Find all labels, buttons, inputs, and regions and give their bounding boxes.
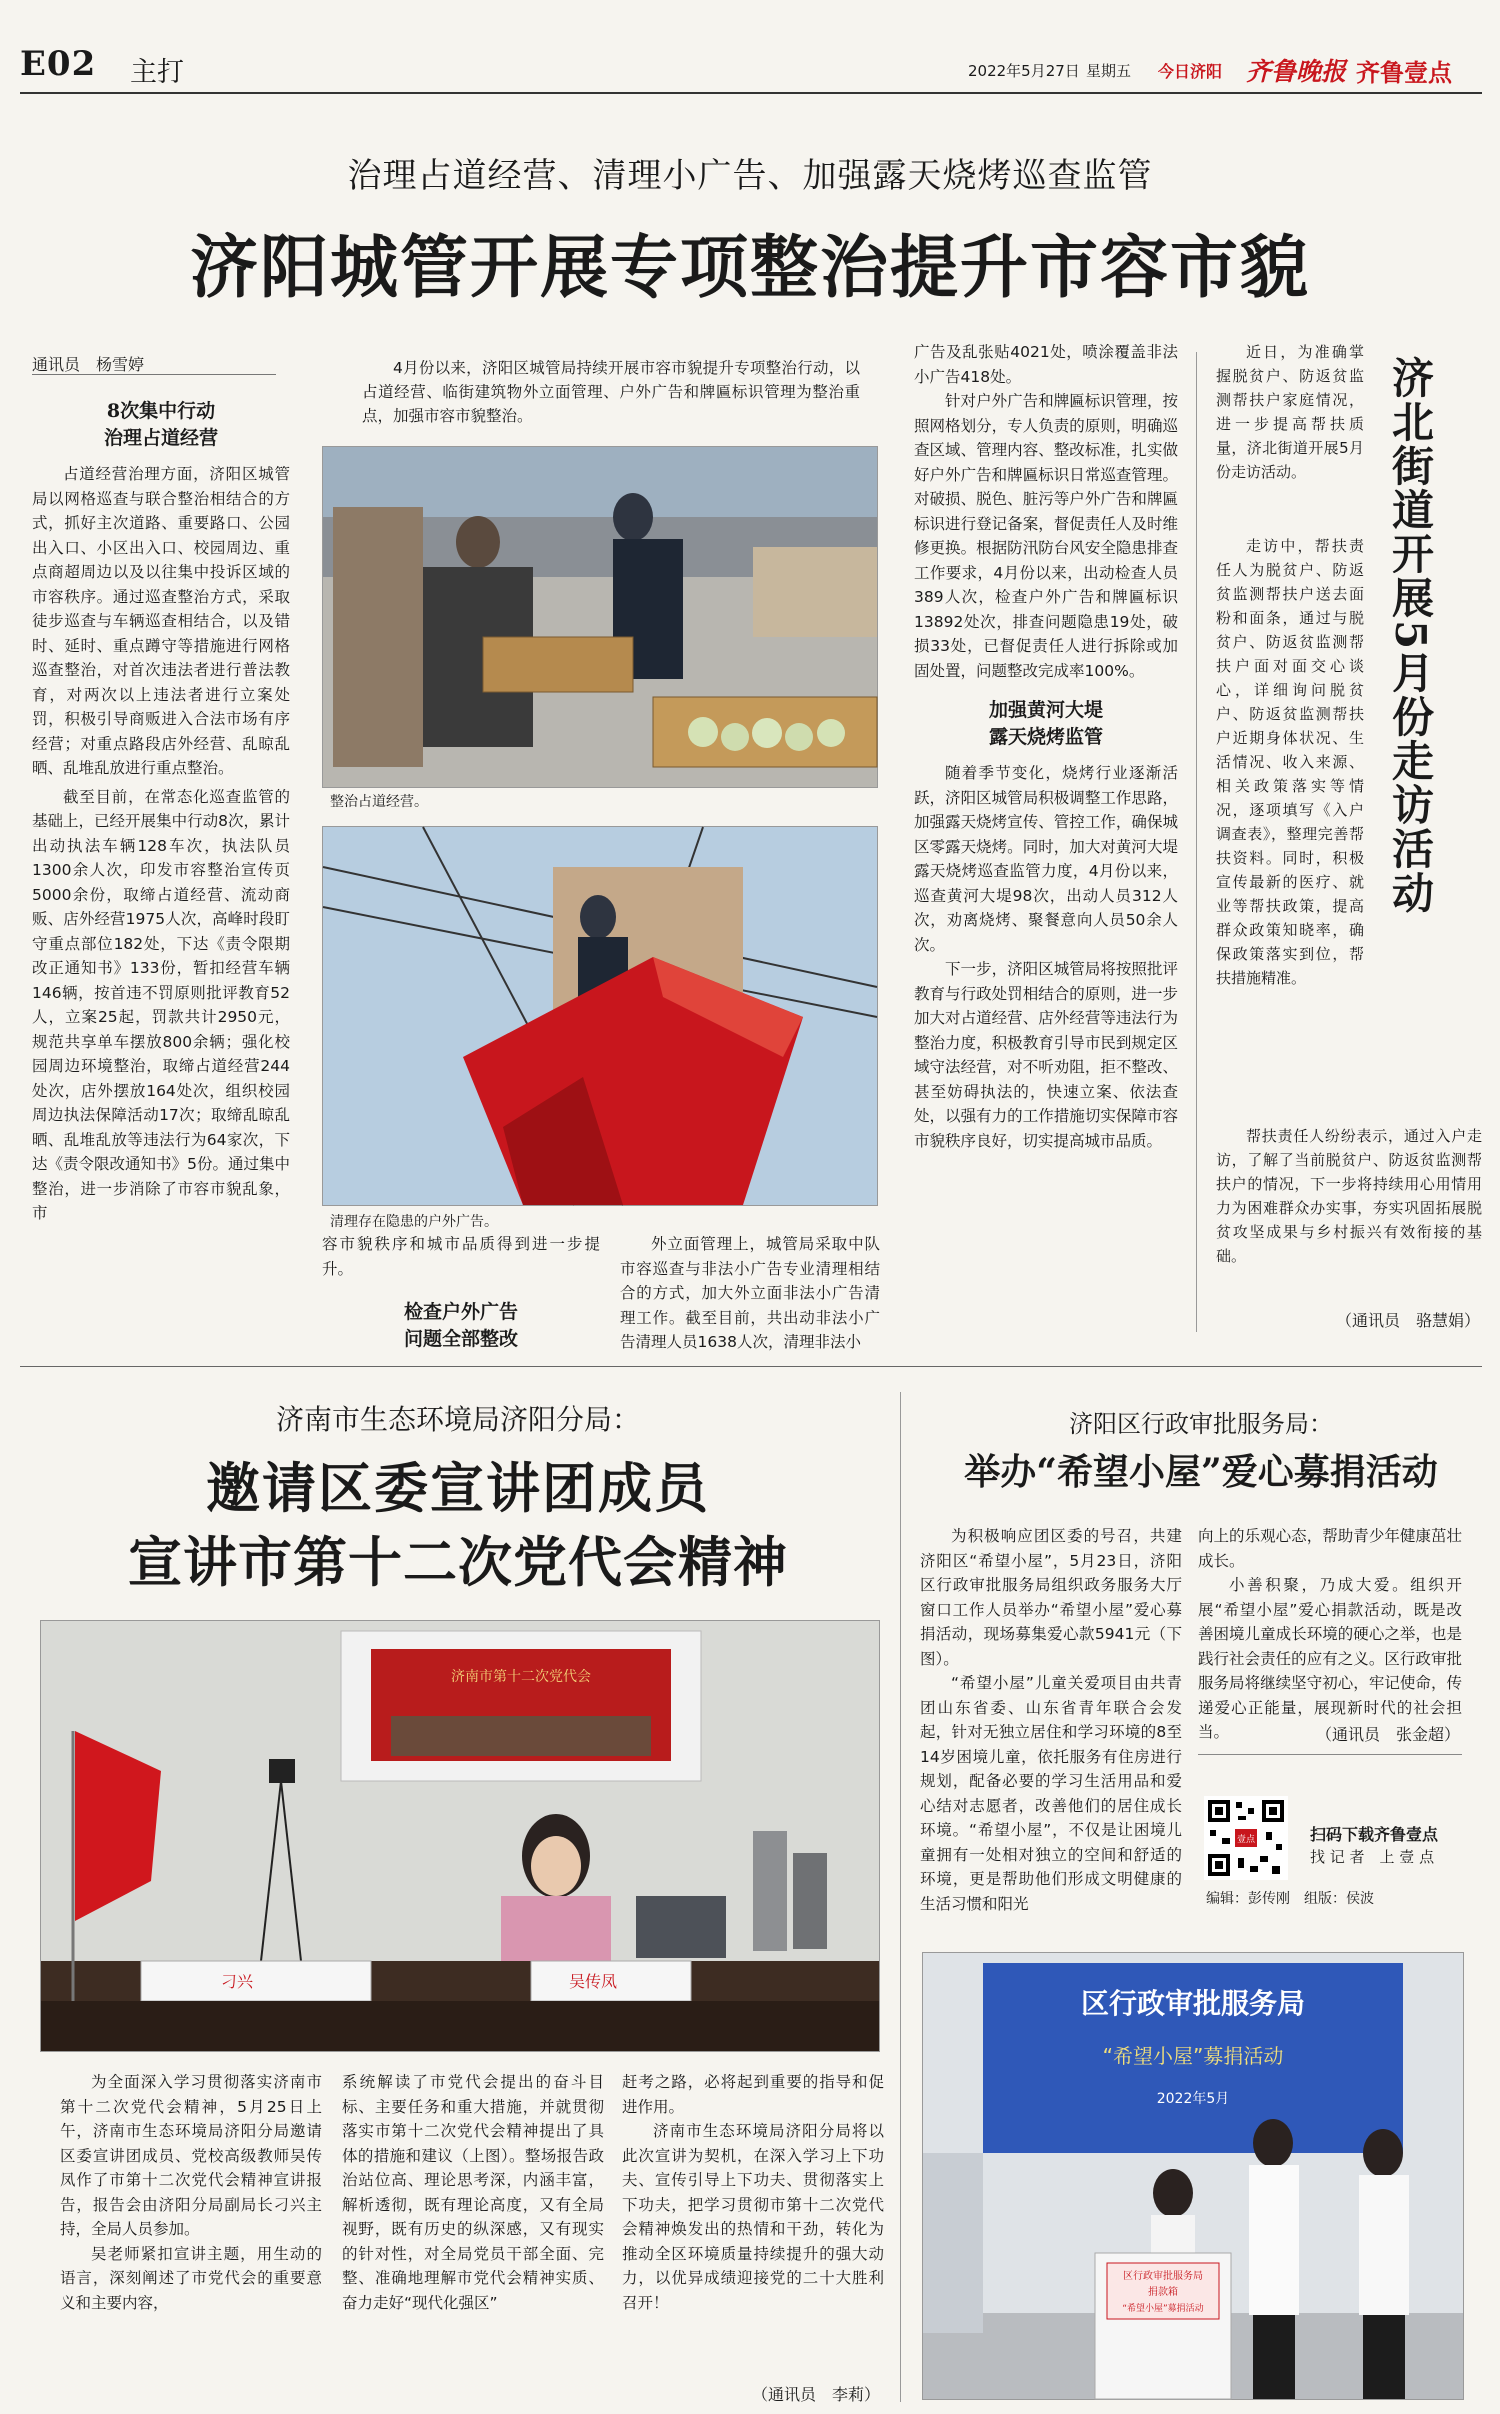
paragraph: 广告及乱张贴4021处，喷涂覆盖非法小广告418处。 <box>914 343 1178 386</box>
subhead-3-line1: 加强黄河大堤 <box>988 699 1103 721</box>
story1-lead: 4月份以来，济阳区城管局持续开展市容市貌提升专项整治行动，以占道经营、临街建筑物外立面管理、户外广告和牌匾标识管理为整治重点，加强市容市貌整治。 <box>362 359 860 425</box>
story1-column-4 <box>914 340 1178 1330</box>
paragraph: 吴老师紧扣宣讲主题，用生动的语言，深刻阐述了市党代会的重要意义和主要内容， <box>60 2244 322 2312</box>
story2-body-main <box>1216 534 1364 1124</box>
paragraph: 帮扶责任人纷纷表示，通过入户走访，了解了当前脱贫户、防返贫监测帮扶户的情况，下一步将持续用心用情用力为困难群众办实事，夯实巩固拓展脱贫攻坚成果与乡村振兴有效衔接的基础。 <box>1216 1127 1482 1265</box>
photo-street-vendor-image <box>323 447 877 787</box>
story2-credit: （通讯员 骆慧娟） <box>1335 1311 1480 1330</box>
qr-center-logo: 壹点 <box>1236 1835 1256 1845</box>
page-code: E02 <box>20 44 97 84</box>
photo-donation-event <box>922 1952 1464 2400</box>
story3-headline-line1: 邀请区委宣讲团成员 <box>206 1456 710 1520</box>
story3-kicker: 济南市生态环境局济阳分局： <box>275 1403 640 1436</box>
edition-name: 今日济阳 <box>1158 62 1223 81</box>
subhead-3 <box>914 697 1178 751</box>
qr-code-image <box>1204 1796 1288 1880</box>
issue-date: 2022年5月27日 <box>968 62 1080 80</box>
paragraph: 容市貌秩序和城市品质得到进一步提升。 <box>322 1235 600 1278</box>
banner-date: 2022年5月 <box>1156 2091 1230 2107</box>
story2-body-top <box>1216 340 1364 514</box>
subhead-3-line2: 露天烧烤监管 <box>988 726 1103 748</box>
photo-billboard-image <box>323 827 877 1205</box>
paragraph: 截至目前，在常态化巡查监管的基础上，已经开展集中行动8次，累计出动执法车辆128车次，执法队员1300余人次，印发市容整治宣传页5000余份，取缔占道经营、流动商贩、店外经营1975人次，高峰时段盯守重点部位182处，下达《责令限期改正通知书》133份，暂扣经营车辆146辆，按首违不罚原则批评教育52人，立案25起，罚款共计2950元，规范共享单车摆放800余辆；强化校园周边环境整治，取缔占道经营244处次，店外摆放164处次，组织校园周边执法保障活动17次；取缔乱晾乱晒、乱堆乱放等违法行为64家次，下达《责令限改通知书》5份。通过集中整治，进一步消除了市容市貌乱象，市 <box>32 787 290 1222</box>
story2-body-bottom <box>1216 1124 1482 1304</box>
story4-divider <box>900 1392 901 2402</box>
story2-headline: 济北街道开展5月份走访活动 <box>1386 356 1435 916</box>
banner-subtitle: “希望小屋”募捐活动 <box>1102 2044 1284 2068</box>
paragraph: 走访中，帮扶责任人为脱贫户、防返贫监测帮扶户送去面粉和面条，通过与脱贫户、防返贫监测帮扶户面对面交心谈心，详细询问脱贫户、防返贫监测帮扶户近期身体状况、生活情况、收入来源、相关政策落实等情况，逐项填写《入户调查表》，整理完善帮扶资料。同时，积极宣传最新的医疗、就业等帮扶政策，提高群众政策知晓率，确保政策落实到位，帮扶措施精准。 <box>1216 537 1364 987</box>
weekday: 星期五 <box>1086 62 1132 80</box>
paragraph: 为积极响应团区委的号召，共建济阳区“希望小屋”，5月23日，济阳区行政审批服务局组织政务服务大厅窗口工作人员举办“希望小屋”爱心募捐活动，现场募集爱心款5941元（下图）。 <box>920 1527 1182 1668</box>
paragraph: 下一步，济阳区城管局将按照批评教育与行政处罚相结合的原则，进一步加大对占道经营、店外经营等违法行为整治力度，积极教育引导市民到规定区域守法经营，对不听劝阻，拒不整改、甚至妨碍执法的，快速立案、依法查处，以强有力的工作措施切实保障市容市貌秩序良好，切实提高城市品质。 <box>914 960 1178 1150</box>
paragraph: 向上的乐观心态，帮助青少年健康茁壮成长。 <box>1198 1527 1462 1570</box>
photo-lecture <box>40 1620 880 2052</box>
brand-logo-qilu-yidian: 齐鲁壹点 <box>1356 59 1452 87</box>
paragraph: 随着季节变化，烧烤行业逐渐活跃，济阳区城管局积极调整工作思路，加强露天烧烤宣传、管控工作，确保城区零露天烧烤。同时，加大对黄河大堤露天烧烤巡查监管力度，4月份以来，巡查黄河大堤98次，出动人员312人次，劝离烧烤、聚餐意向人员50余人次。 <box>914 764 1178 954</box>
story3-column-3 <box>622 2070 884 2380</box>
story4-kicker: 济阳区行政审批服务局： <box>1069 1410 1333 1438</box>
paragraph: 为全面深入学习贯彻落实济南市第十二次党代会精神，5月25日上午，济南市生态环境局济阳分局邀请区委宣讲团成员、党校高级教师吴传凤作了市第十二次党代会精神宣讲报告，报告会由济阳分局副局长刁兴主持，全局人员参加。 <box>60 2073 322 2238</box>
section-separator <box>20 1366 1482 1367</box>
story3-column-1 <box>60 2070 322 2400</box>
photo1-caption: 整治占道经营。 <box>330 794 428 810</box>
paragraph: 针对户外广告和牌匾标识管理，按照网格划分，专人负责的原则，明确巡查区域、管理内容、整改标准，扎实做好户外广告和牌匾标识日常巡查管理。对破损、脱色、脏污等户外广告和牌匾标识进行登记备案，督促责任人及时维修更换。根据防汛防台风安全隐患排查工作要求，4月份以来，出动检查人员389人次，检查户外广告和牌匾标识13892处次，排查问题隐患19处，破损33处，已督促责任人进行拆除或加固处置，问题整改完成率100%。 <box>914 392 1178 680</box>
story3-headline-line2: 宣讲市第十二次党代会精神 <box>128 1530 788 1594</box>
qr-sub-label: 找 记 者 上 壹 点 <box>1310 1848 1435 1866</box>
story3-column-2 <box>342 2070 604 2400</box>
story1-kicker: 治理占道经营、清理小广告、加强露天烧烤巡查监管 <box>347 156 1153 196</box>
donation-box-label-2: 捐款箱 <box>1148 2287 1178 2298</box>
paragraph: “希望小屋”儿童关爱项目由共青团山东省委、山东省青年联合会发起，针对无独立居住和学习环境的8至14岁困境儿童，依托服务有住房进行规划，配备必要的学习生活用品和爱心结对志愿者，改善他们的居住成长环境。“希望小屋”，不仅是让困境儿童拥有一处相对独立的空间和舒适的环境，更是帮助他们形成文明健康的生活习惯和阳光 <box>920 1674 1182 1913</box>
screen-text: 济南市第十二次党代会 <box>451 1669 591 1685</box>
subhead-1-line1: 8次集中行动 <box>106 400 216 422</box>
subhead-1-line2: 治理占道经营 <box>103 427 218 449</box>
paragraph: 占道经营治理方面，济阳区城管局以网格巡查与联合整治相结合的方式，抓好主次道路、重要路口、公园出入口、小区出入口、校园周边、重点商超周边以及以往集中投诉区域的市容秩序。通过巡查整治方式，采取徒步巡查与车辆巡查相结合，以及错时、延时、重点蹲守等措施进行网格巡查整治，对首次违法者进行普法教育，对两次以上违法者进行立案处罚，积极引导商贩进入合法市场有序经营；对重点路段店外经营、乱晾乱晒、乱堆乱放进行重点整治。 <box>32 465 290 777</box>
story1-headline: 济阳城管开展专项整治提升市容市貌 <box>189 228 1310 308</box>
story1-column-1 <box>32 384 290 1324</box>
donation-box-label-3: “希望小屋”募捐活动 <box>1122 2304 1204 2314</box>
page-header <box>0 0 1500 95</box>
donation-box-label-1: 区行政审批服务局 <box>1123 2271 1203 2282</box>
photo2-caption: 清理存在隐患的户外广告。 <box>330 1214 498 1230</box>
editor-credits: 编辑：彭传刚 组版：侯波 <box>1206 1891 1374 1907</box>
paragraph: 济南市生态环境局济阳分局将以此次宣讲为契机，在深入学习上下功夫、宣传引导上下功夫、贯彻落实上下功夫，把学习贯彻市第十二次党代会精神焕发出的热情和干劲，转化为推动全区环境质量持续提升的强大动力，以优异成绩迎接党的二十大胜利召开！ <box>622 2122 884 2312</box>
paragraph: 近日，为准确掌握脱贫户、防返贫监测帮扶户家庭情况，进一步提高帮扶质量，济北街道开展5月份走访活动。 <box>1216 343 1364 481</box>
subhead-2 <box>322 1299 600 1353</box>
section-name: 主打 <box>130 57 184 88</box>
qr-label: 扫码下载齐鲁壹点 <box>1310 1825 1439 1844</box>
paragraph: 系统解读了市党代会提出的奋斗目标、主要任务和重大措施，并就贯彻落实市第十二次党代会精神提出了具体的措施和建议（上图）。整场报告政治站位高、理论思考深，内涵丰富，解析透彻，既有理论高度，又有全局视野，既有历史的纵深感，又有现实的针对性，对全局党员干部全面、完整、准确地理解市党代会精神实质、奋力走好“现代化强区” <box>342 2073 604 2312</box>
story4-column-1 <box>920 1524 1182 1924</box>
photo-billboard-removal <box>322 826 878 1206</box>
qr-code[interactable] <box>1204 1796 1288 1880</box>
nameplate-left: 刁兴 <box>221 1972 254 1991</box>
story1-column-3 <box>620 1232 880 1351</box>
paragraph: 小善积聚，乃成大爱。组织开展“希望小屋”爱心捐款活动，既是改善困境儿童成长环境的硬心之举，也是践行社会责任的应有之义。区行政审批服务局将继续坚守初心，牢记使命，传递爱心正能量，展现新时代的社会担当。 <box>1198 1576 1462 1741</box>
subhead-2-line2: 问题全部整改 <box>403 1328 518 1350</box>
story1-column-2 <box>322 1232 600 1350</box>
story2-divider <box>1196 352 1197 1332</box>
photo-lecture-image <box>41 1621 879 2051</box>
header-rule <box>20 92 1482 94</box>
story4-credit: （通讯员 张金超） <box>1315 1725 1460 1744</box>
story4-headline: 举办“希望小屋”爱心募捐活动 <box>964 1451 1438 1493</box>
nameplate-right: 吴传凤 <box>569 1972 618 1991</box>
byline-underline <box>32 374 276 375</box>
photo-donation-image <box>923 1953 1463 2399</box>
credit-rule <box>1198 1754 1462 1755</box>
banner-title: 区行政审批服务局 <box>1080 1987 1306 2020</box>
subhead-2-line1: 检查户外广告 <box>403 1301 518 1323</box>
paragraph: 外立面管理上，城管局采取中队市容巡查与非法小广告专业清理相结合的方式，加大外立面非法小广告清理工作。截至目前，共出动非法小广告清理人员1638人次，清理非法小 <box>620 1235 880 1351</box>
story1-byline: 通讯员 杨雪婷 <box>32 355 145 374</box>
subhead-1 <box>32 398 290 452</box>
brand-logo-qilu-evening: 齐鲁晚报 <box>1246 57 1347 86</box>
story3-credit: （通讯员 李莉） <box>751 2385 880 2404</box>
photo-street-vendor-enforcement <box>322 446 878 788</box>
paragraph: 赶考之路，必将起到重要的指导和促进作用。 <box>622 2073 884 2116</box>
